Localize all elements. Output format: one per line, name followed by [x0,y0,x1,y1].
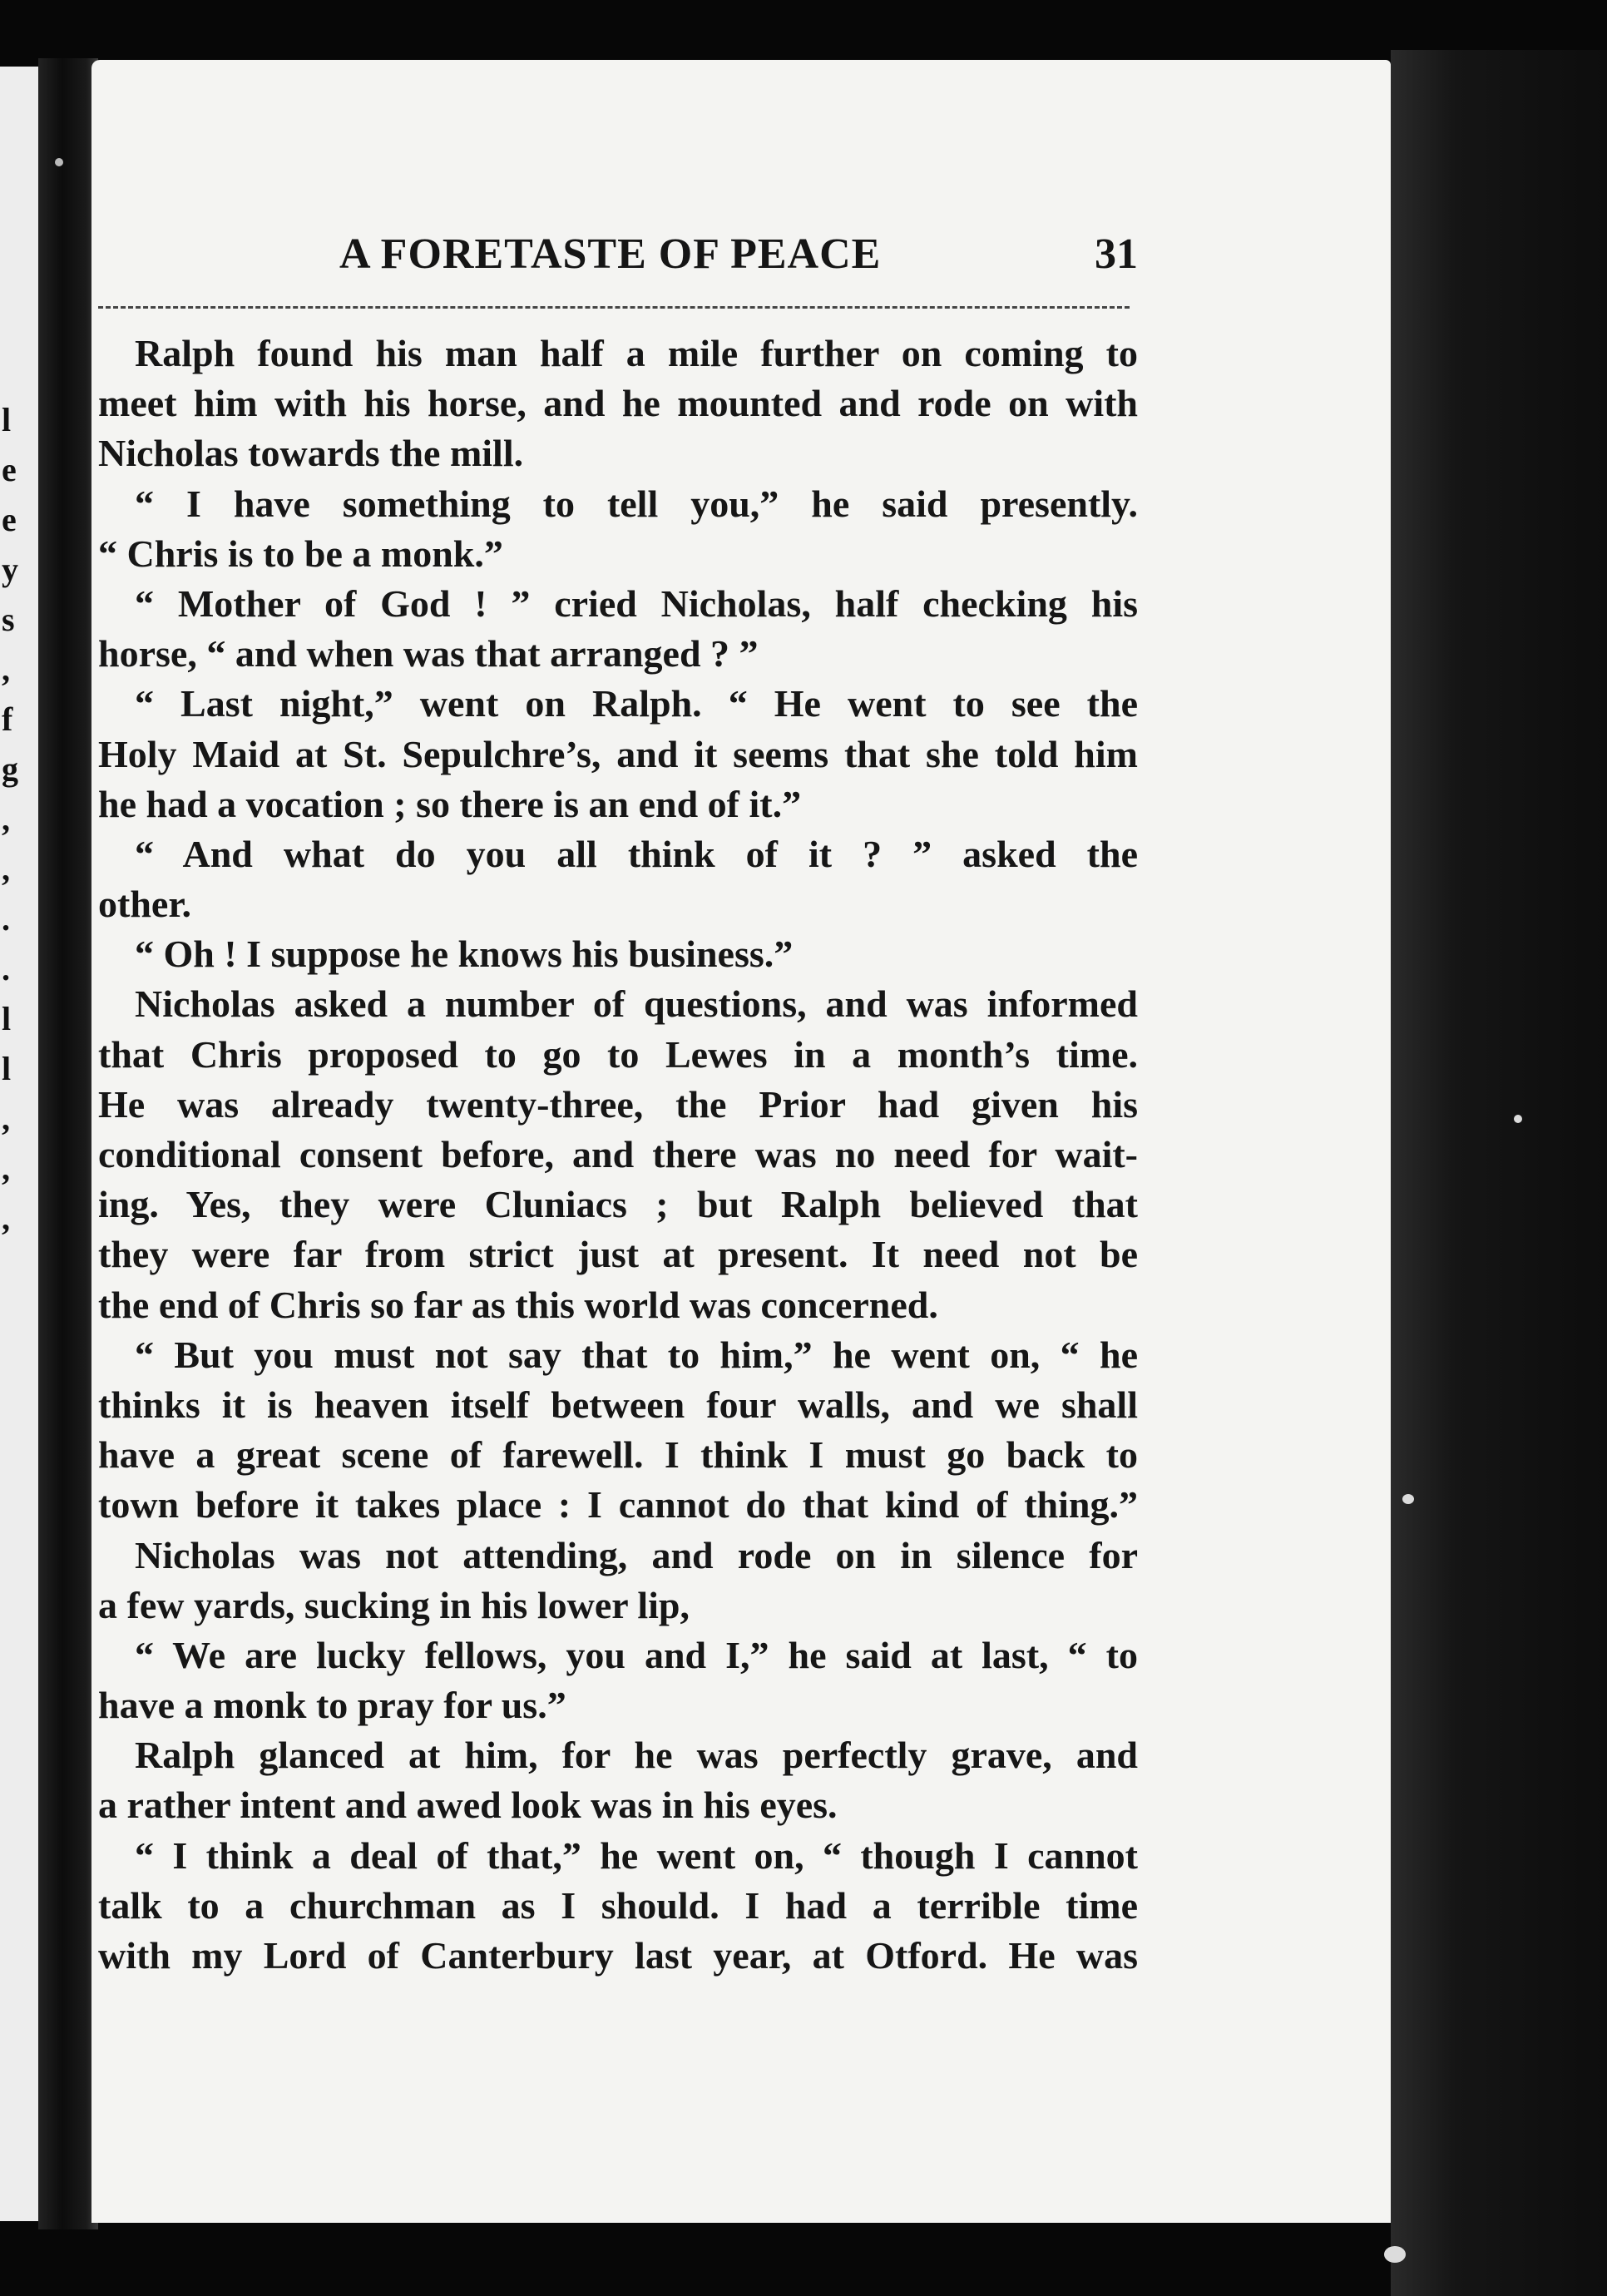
text-line: meet him with his horse, and he mounted and rode on with [98,382,1138,425]
text-line: Ralph glanced at him, for he was perfectly grave, and [135,1734,1138,1777]
text-line: Ralph found his man half a mile further on coming to [135,332,1138,374]
text-line: “ And what do you all think of it ? ” asked the [135,832,1138,875]
running-title: A FORETASTE OF PEACE [339,230,882,278]
previous-page-edge [0,67,38,2221]
scan-background-right [1391,50,1607,2296]
text-line: “ Mother of God ! ” cried Nicholas, half checking his [135,581,1138,625]
text-line: “ Chris is to be a monk.” [98,532,503,575]
text-line: “ We are lucky fellows, you and I,” he said at last, “ to [135,1633,1138,1676]
body-text [98,329,1138,1981]
text-line: “ Last night,” went on Ralph. “ He went to see the [135,682,1138,725]
dust-speck [1514,1115,1522,1123]
text-line: Holy Maid at St. Sepulchre’s, and it seems that she told him [98,732,1138,775]
text-line: a rather intent and awed look was in his eyes. [98,1784,838,1827]
page-number: 31 [1095,230,1138,278]
book-gutter [38,58,98,2229]
text-line: “ But you must not say that to him,” he went on, “ he [135,1333,1138,1376]
text-line: they were far from strict just at present. It need not be [98,1233,1138,1276]
previous-page-letters: l e e y s , f g , , . . l l , , , [2,401,18,1237]
text-line: town before it takes place : I cannot do that kind of thing.” [98,1483,1138,1527]
text-line: the end of Chris so far as this world was concerned. [98,1283,938,1326]
text-line: “ I have something to tell you,” he said presently. [135,482,1138,525]
text-line: a few yards, sucking in his lower lip, [98,1583,690,1626]
text-line: ing. Yes, they were Cluniacs ; but Ralph believed that [98,1183,1138,1226]
text-line: conditional consent before, and there was no need for wait- [98,1133,1138,1175]
text-line: he had a vocation ; so there is an end of it.” [98,782,802,825]
text-line: Nicholas was not attending, and rode on in silence for [135,1533,1138,1576]
text-line: thinks it is heaven itself between four walls, and we shall [98,1383,1138,1426]
text-line: horse, “ and when was that arranged ? ” [98,632,759,675]
text-line: Nicholas asked a number of questions, and was informed [135,982,1138,1026]
text-line: talk to a churchman as I should. I had a terrible time [98,1883,1138,1927]
text-line: have a monk to pray for us.” [98,1684,566,1727]
text-line: He was already twenty-three, the Prior had given his [98,1082,1138,1126]
dust-speck [1402,1494,1414,1504]
page-header [98,165,1138,278]
header-rule [98,306,1130,309]
text-line: “ I think a deal of that,” he went on, “ though I cannot [135,1833,1138,1877]
text-line: “ Oh ! I suppose he knows his business.” [135,933,794,976]
text-line: with my Lord of Canterbury last year, at Otford. He was [98,1934,1138,1977]
text-line: have a great scene of farewell. I think I must go back to [98,1433,1138,1477]
dust-speck [1384,2246,1406,2263]
text-line: that Chris proposed to go to Lewes in a month’s time. [98,1032,1138,1076]
gutter-speck [55,158,63,166]
text-line: Nicholas towards the mill. [98,432,524,475]
text-line: other. [98,883,192,926]
